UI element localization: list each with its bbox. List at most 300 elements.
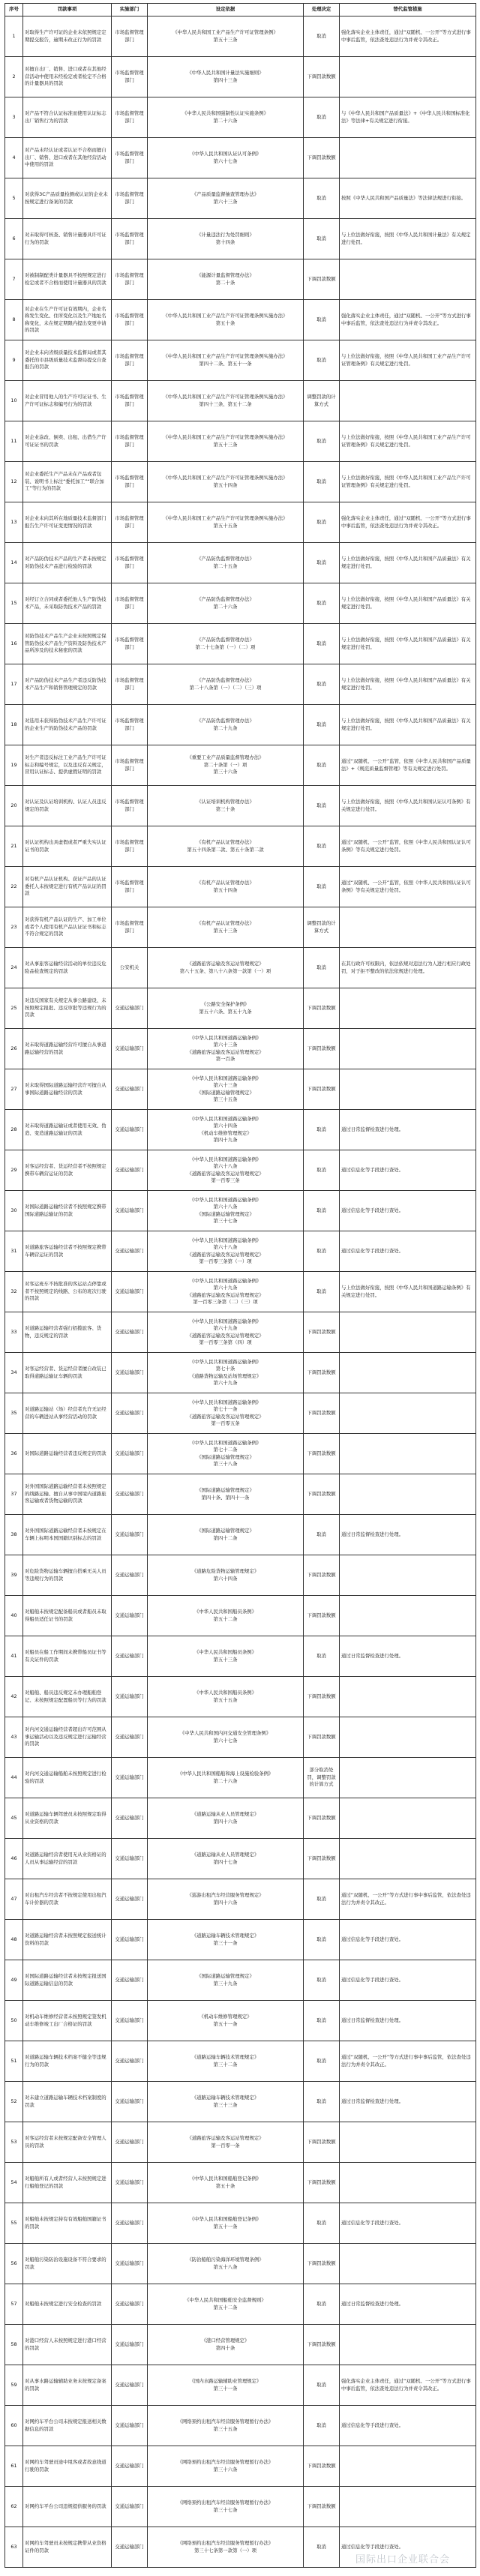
cell-number: 18	[5, 705, 23, 745]
cell-legal-basis: 《中华人民共和国工业产品生产许可证管理条例实施办法》 第四十二条、第五十一条	[148, 340, 304, 381]
cell-legal-basis: 《中华人民共和国道路运输条例》 第六十八条 《国际道路运输管理规定》 第三十七条	[148, 1191, 304, 1231]
cell-alternative-measure: 与上位法做好衔接，按照《中华人民共和国计量法》有关规定进行处罚。	[340, 219, 476, 259]
cell-legal-basis: 《中华人民共和国内河交通安全管理条例》 第六十七条	[148, 1717, 304, 1758]
cell-penalty-item: 对获得3C产品质量检测或认证的企业未按规定进行备案的罚款	[23, 178, 112, 219]
cell-alternative-measure	[340, 1029, 476, 1069]
cell-decision: 取消	[304, 1920, 340, 1960]
cell-alternative-measure	[340, 1596, 476, 1636]
cell-legal-basis: 《中华人民共和国船舶登记条例》 第五十一条	[148, 2203, 304, 2244]
cell-number: 30	[5, 1191, 23, 1231]
cell-number: 33	[5, 1312, 23, 1353]
cell-legal-basis: 《产品防伪监督管理办法》 第二十七条第（一）（二）项	[148, 624, 304, 664]
cell-legal-basis: 《公路安全保护条例》 第五十六条、第五十九条	[148, 988, 304, 1029]
cell-department: 交通运输部门	[112, 2163, 148, 2203]
cell-alternative-measure: 通过“双随机、一公开”监管，依照《中华人民共和国认证认可条例》等有关规定进行处罚。	[340, 826, 476, 867]
cell-department: 交通运输部门	[112, 2527, 148, 2568]
table-row	[5, 705, 476, 745]
cell-penalty-item: 对未取得道路运输经营许可擅自从事道路运输经营的罚款	[23, 1029, 112, 1069]
cell-department: 交通运输部门	[112, 1231, 148, 1272]
cell-legal-basis: 《机动车维修管理规定》 第五十一条	[148, 2001, 304, 2041]
cell-alternative-measure: 与上位法做好衔接，按照《中华人民共和国工业产品生产许可证管理条例》有关规定进行处罚。	[340, 462, 476, 502]
cell-department: 交通运输部门	[112, 1272, 148, 1312]
cell-decision: 取消	[304, 583, 340, 624]
cell-alternative-measure	[340, 381, 476, 421]
cell-legal-basis: 《道路旅客运输及客运站管理规定》 第一百零一条	[148, 2122, 304, 2163]
cell-alternative-measure: 与上位法做好衔接，按照《中华人民共和国产品质量法》有关规定进行处罚。	[340, 543, 476, 583]
cell-decision: 下调罚款数额	[304, 1596, 340, 1636]
cell-department: 交通运输部门	[112, 1029, 148, 1069]
cell-alternative-measure: 通过日常监督检查进行处理。	[340, 1636, 476, 1677]
cell-alternative-measure: 与上位法做好衔接，按照《中华人民共和国认证认可条例》有关规定进行处罚。	[340, 786, 476, 826]
cell-decision: 下调罚款数额	[304, 1798, 340, 1839]
cell-alternative-measure	[340, 1474, 476, 1515]
table-row	[5, 583, 476, 624]
cell-number: 9	[5, 340, 23, 381]
cell-number: 45	[5, 1798, 23, 1839]
cell-department: 交通运输部门	[112, 2325, 148, 2365]
cell-alternative-measure: 通过“双随机、一公开”监管，依照《中华人民共和国认证认可条例》等有关规定进行处罚。	[340, 867, 476, 907]
table-row	[5, 786, 476, 826]
cell-alternative-measure: 与上位法做好衔接，按照《中华人民共和国产品质量法》有关规定进行处罚。	[340, 624, 476, 664]
cell-department: 交通运输部门	[112, 2365, 148, 2406]
cell-department: 市场监督管理部门	[112, 907, 148, 948]
cell-penalty-item: 对网约车平台公司未按规定报送相关数据信息的罚款	[23, 2406, 112, 2446]
cell-number: 14	[5, 543, 23, 583]
table-row	[5, 381, 476, 421]
cell-legal-basis: 《重要工业产品质量监督管理办法》 第二十条第（一）项 第三十六条	[148, 745, 304, 786]
cell-penalty-item: 对外国国际道路运输经营者未按照规定的线路运输、擅自从事中国境内道路旅客运输或者货物运输的罚款	[23, 1474, 112, 1515]
cell-number: 60	[5, 2406, 23, 2446]
table-row	[5, 826, 476, 867]
table-row	[5, 2203, 476, 2244]
cell-department: 市场监督管理部门	[112, 786, 148, 826]
cell-alternative-measure	[340, 1069, 476, 1110]
cell-legal-basis: 《巡游出租汽车经营服务管理规定》 第四十六条	[148, 1879, 304, 1920]
table-row	[5, 1920, 476, 1960]
cell-alternative-measure: 通过信息化等手段进行查处。	[340, 2406, 476, 2446]
cell-penalty-item: 对经订立合同或者委托他人生产防伪技术产品，未采取防伪技术产品的罚款	[23, 583, 112, 624]
cell-legal-basis: 《中华人民共和国船员条例》 第五十二条	[148, 1596, 304, 1636]
cell-decision: 下调罚款数额	[304, 1069, 340, 1110]
cell-department: 市场监督管理部门	[112, 664, 148, 705]
cell-number: 53	[5, 2122, 23, 2163]
cell-alternative-measure: 通过“双随机、一公开”等方式进行事中事后监管，依法查处违法行为并责令其改正。	[340, 1879, 476, 1920]
cell-alternative-measure	[340, 2487, 476, 2527]
cell-legal-basis: 《网络预约出租汽车经营服务管理暂行办法》 第三十五条	[148, 2406, 304, 2446]
cell-department: 交通运输部门	[112, 1069, 148, 1110]
cell-decision: 下调罚款数额	[304, 2446, 340, 2487]
cell-decision: 下调罚款数额	[304, 1717, 340, 1758]
cell-number: 35	[5, 1393, 23, 1434]
cell-decision: 取消	[304, 2284, 340, 2325]
cell-penalty-item: 对被制制配类计量器具不按照规定进行检定或者不合格而使用计量器具的罚款	[23, 259, 112, 300]
cell-alternative-measure	[340, 1798, 476, 1839]
cell-alternative-measure	[340, 1353, 476, 1393]
cell-penalty-item: 对道路运输车辆驾驶员未按照规定取得从业资格的罚款	[23, 1798, 112, 1839]
cell-department: 市场监督管理部门	[112, 259, 148, 300]
cell-penalty-item: 对船舶未按规定持有有效船舶国籍证书的罚款	[23, 2203, 112, 2244]
table-row	[5, 259, 476, 300]
cell-penalty-item: 对生产者违反标注工业产品生产许可证标志和编号规定，以及违反有关规定，冒用认证标志、提供虚假证明的罚款	[23, 745, 112, 786]
cell-penalty-item: 对机动车维修经营者未按照规定签发机动车维修竣工出厂合格证的罚款	[23, 2001, 112, 2041]
cell-department: 市场监督管理部门	[112, 97, 148, 138]
table-row	[5, 97, 476, 138]
cell-decision: 取消	[304, 502, 340, 543]
cell-legal-basis: 《中华人民共和国强制性认证实施条例》 第二十六条	[148, 97, 304, 138]
table-row	[5, 1312, 476, 1353]
watermark-logo: 国际出口企业联合会	[355, 2554, 450, 2566]
cell-number: 32	[5, 1272, 23, 1312]
cell-number: 63	[5, 2527, 23, 2568]
cell-number: 24	[5, 948, 23, 988]
cell-penalty-item: 对获得有机产品认证的生产、加工单位或者个人使用有机产品认证证书和标志不符合规定的罚款	[23, 907, 112, 948]
cell-legal-basis: 《中华人民共和国工业产品生产许可证管理条例实施办法》 第五十五条	[148, 502, 304, 543]
cell-decision: 下调罚款数额	[304, 1677, 340, 1717]
cell-decision: 取消	[304, 1636, 340, 1677]
cell-penalty-item: 对船舶未按规定配备船员或者船员未取得船员适任证书的罚款	[23, 1596, 112, 1636]
cell-penalty-item: 对外国国际道路运输经营者未按规定在车辆上标明本国国籍识别标志的罚款	[23, 1515, 112, 1555]
cell-number: 41	[5, 1636, 23, 1677]
table-row	[5, 1353, 476, 1393]
table-row	[5, 1150, 476, 1191]
cell-legal-basis: 《中华人民共和国工业产品生产许可证管理条例实施办法》 第五十条	[148, 300, 304, 340]
table-row	[5, 543, 476, 583]
cell-department: 交通运输部门	[112, 1920, 148, 1960]
cell-decision: 下调罚款数额	[304, 259, 340, 300]
cell-number: 15	[5, 583, 23, 624]
cell-penalty-item: 对船舶所有人或者经营人未按照规定进行船舶登记的罚款	[23, 2163, 112, 2203]
cell-legal-basis: 《道路运输车辆技术管理规定》 第三十二条	[148, 2041, 304, 2082]
cell-number: 1	[5, 16, 23, 57]
cell-number: 62	[5, 2487, 23, 2527]
cell-legal-basis: 《中华人民共和国工业产品生产许可证管理条例》 第五十三条	[148, 16, 304, 57]
cell-decision: 取消	[304, 826, 340, 867]
cell-penalty-item: 对取得生产许可证的企业未依照规定定期提交报告，逾期未改正行为的罚款	[23, 16, 112, 57]
cell-decision: 下调罚款数额	[304, 1312, 340, 1353]
cell-decision: 取消	[304, 421, 340, 462]
table-row	[5, 2365, 476, 2406]
cell-legal-basis: 《有机产品认证管理办法》 第五十四条第二款、第五十条第二款	[148, 826, 304, 867]
cell-legal-basis: 《防治船舶污染海洋环境管理条例》 第五十八条	[148, 2244, 304, 2284]
cell-alternative-measure	[340, 2244, 476, 2284]
table-row	[5, 664, 476, 705]
cell-penalty-item: 对擅自出厂、销售、进口或者在其他经营活动中使用未经检定或者检定不合格的计量器具的罚款	[23, 57, 112, 97]
cell-decision: 取消	[304, 2082, 340, 2122]
cell-alternative-measure: 通过信息化等手段进行查处。	[340, 1191, 476, 1231]
cell-department: 交通运输部门	[112, 1515, 148, 1555]
cell-decision: 下调罚款数额	[304, 1555, 340, 1596]
cell-legal-basis: 《产品防伪监督管理办法》 第二十五条	[148, 543, 304, 583]
cell-alternative-measure	[340, 2163, 476, 2203]
cell-department: 市场监督管理部门	[112, 624, 148, 664]
cell-penalty-item: 对船舶污染防治设施设备不符合要求的罚款	[23, 2244, 112, 2284]
table-row	[5, 2041, 476, 2082]
cell-legal-basis: 《中华人民共和国船舶登记条例》 第五十条	[148, 2163, 304, 2203]
header-item: 罚款事项	[23, 4, 112, 16]
cell-alternative-measure	[340, 57, 476, 97]
cell-number: 58	[5, 2325, 23, 2365]
cell-alternative-measure: 通过信息化等手段进行查处。	[340, 2203, 476, 2244]
cell-decision: 取消	[304, 1515, 340, 1555]
cell-department: 交通运输部门	[112, 1677, 148, 1717]
cell-decision: 取消	[304, 948, 340, 988]
cell-decision: 下调罚款数额	[304, 2163, 340, 2203]
cell-penalty-item: 对从事旅客运输经营活动的单位违反危险品检查规定的罚款	[23, 948, 112, 988]
cell-penalty-item: 对企业涂改、倒卖、出租、出借生产许可证证书的罚款	[23, 421, 112, 462]
cell-alternative-measure: 与上位法做好衔接，按照《中华人民共和国产品质量法》有关规定进行处罚。	[340, 705, 476, 745]
cell-alternative-measure: 通过信息化等手段进行查处。	[340, 1231, 476, 1272]
cell-penalty-item: 对国际道路运输经营者未按规定报送国际道路运输信息的罚款	[23, 1960, 112, 2001]
cell-department: 交通运输部门	[112, 1960, 148, 2001]
cell-alternative-measure	[340, 2325, 476, 2365]
cell-legal-basis: 《中华人民共和国道路运输条例》 第六十九条 《道路旅客运输及客运站管理规定》 第一百零三条第（二）（三）项	[148, 1272, 304, 1312]
cell-department: 市场监督管理部门	[112, 462, 148, 502]
cell-number: 28	[5, 1110, 23, 1150]
cell-department: 交通运输部门	[112, 1717, 148, 1758]
cell-number: 7	[5, 259, 23, 300]
cell-department: 交通运输部门	[112, 2082, 148, 2122]
cell-penalty-item: 对客运经营者、货运经营者擅自改装已取得道路运输证车辆的罚款	[23, 1353, 112, 1393]
cell-penalty-item: 对产品防伪技术产品的生产者未按规定对防伪技术产品进行检验的罚款	[23, 543, 112, 583]
cell-legal-basis: 《中华人民共和国工业产品生产许可证管理条例实施办法》 第四十三条、第五十二条	[148, 381, 304, 421]
cell-number: 2	[5, 57, 23, 97]
header-measure: 替代监管措施	[340, 4, 476, 16]
cell-penalty-item: 对网约车驾驶员未按规定携带从业资格证件的罚款	[23, 2527, 112, 2568]
cell-number: 26	[5, 1029, 23, 1069]
cell-department: 市场监督管理部门	[112, 300, 148, 340]
cell-penalty-item: 对企业在生产许可证有效期内，企业名称发生变化、住所变化以及生产地址名称变化，未在规定期限内提出变更申请的罚款	[23, 300, 112, 340]
cell-decision: 取消	[304, 300, 340, 340]
cell-department: 市场监督管理部门	[112, 867, 148, 907]
cell-alternative-measure: 通过信息化等手段进行查处。	[340, 1150, 476, 1191]
table-row	[5, 624, 476, 664]
cell-department: 市场监督管理部门	[112, 705, 148, 745]
cell-number: 20	[5, 786, 23, 826]
cell-department: 交通运输部门	[112, 1798, 148, 1839]
cell-department: 交通运输部门	[112, 2446, 148, 2487]
table-row	[5, 1960, 476, 2001]
cell-legal-basis: 《中华人民共和国道路运输条例》 第六十八条 《道路旅客运输及客运站管理规定》 第一百零三条	[148, 1150, 304, 1191]
cell-alternative-measure	[340, 1393, 476, 1434]
table-row	[5, 2082, 476, 2122]
table-row	[5, 2122, 476, 2163]
cell-department: 交通运输部门	[112, 2041, 148, 2082]
cell-number: 36	[5, 1434, 23, 1474]
cell-decision: 下调罚款数额	[304, 1434, 340, 1474]
cell-legal-basis: 《中华人民共和国认证认可条例》 第六十七条	[148, 138, 304, 178]
cell-alternative-measure	[340, 907, 476, 948]
cell-department: 市场监督管理部门	[112, 543, 148, 583]
table-row	[5, 745, 476, 786]
table-row	[5, 2001, 476, 2041]
table-row	[5, 1636, 476, 1677]
cell-decision: 下调罚款数额	[304, 57, 340, 97]
table-row	[5, 1798, 476, 1839]
cell-legal-basis: 《中华人民共和国道路运输条例》 第六十八条 《道路旅客运输及客运站管理规定》 第一百零三条第（一）项	[148, 1231, 304, 1272]
cell-legal-basis: 《道路危险货物运输管理规定》 第六十四条	[148, 1555, 304, 1596]
cell-penalty-item: 对产品不符合认证标准而使用认证标志出厂销售行为的罚款	[23, 97, 112, 138]
cell-decision: 下调罚款数额	[304, 1029, 340, 1069]
cell-penalty-item: 对企业冒用他人的生产许可证证书、生产许可证标志和编号行为的罚款	[23, 381, 112, 421]
table-row	[5, 340, 476, 381]
cell-legal-basis: 《中华人民共和国道路运输条例》 第七十一条 《道路旅客运输及客运站管理规定》 第一百零五条	[148, 1393, 304, 1434]
cell-penalty-item: 对道路运输经营者未按照规定报送统计资料的罚款	[23, 1920, 112, 1960]
cell-alternative-measure: 强化落实企业主体责任，通过“双随机、一公开”等方式进行事中事后监管，依法查处违法行为并责令其改正。	[340, 2365, 476, 2406]
cell-alternative-measure	[340, 2122, 476, 2163]
cell-alternative-measure: 与上位法做好衔接，按照《中华人民共和国产品质量法》有关规定进行处罚。	[340, 664, 476, 705]
cell-department: 交通运输部门	[112, 988, 148, 1029]
cell-decision: 取消	[304, 97, 340, 138]
cell-alternative-measure: 通过信息化等手段进行查处。	[340, 1960, 476, 2001]
cell-department: 市场监督管理部门	[112, 826, 148, 867]
cell-penalty-item: 对企业委托生产产品未在产品或者包装、说明书上标注“委托加工”“联合加工”等行为的罚款	[23, 462, 112, 502]
table-body	[5, 16, 476, 2568]
cell-number: 27	[5, 1069, 23, 1110]
cell-legal-basis: 《产品质量监督抽查管理办法》 第六十三条	[148, 178, 304, 219]
cell-decision: 下调罚款数额	[304, 1474, 340, 1515]
cell-number: 47	[5, 1879, 23, 1920]
cell-number: 50	[5, 2001, 23, 2041]
cell-number: 13	[5, 502, 23, 543]
cell-penalty-item: 对国际道路运输经营者不按照规定携带国际道路运输证的罚款	[23, 1191, 112, 1231]
cell-decision: 取消	[304, 1960, 340, 2001]
cell-department: 市场监督管理部门	[112, 340, 148, 381]
cell-number: 17	[5, 664, 23, 705]
cell-decision: 取消	[304, 219, 340, 259]
cell-number: 22	[5, 867, 23, 907]
cell-legal-basis: 《网络预约出租汽车经营服务管理暂行办法》 第三十六条	[148, 2446, 304, 2487]
cell-number: 4	[5, 138, 23, 178]
cell-alternative-measure	[340, 138, 476, 178]
table-row	[5, 1393, 476, 1434]
cell-number: 10	[5, 381, 23, 421]
cell-legal-basis: 《中华人民共和国道路运输条例》 第六十三条 《国际道路运输管理规定》 第三十五条	[148, 1069, 304, 1110]
cell-number: 23	[5, 907, 23, 948]
table-row	[5, 462, 476, 502]
cell-decision: 下调罚款数额	[304, 1353, 340, 1393]
cell-legal-basis: 《国际道路运输管理规定》 第四十条、第四十一条	[148, 1474, 304, 1515]
cell-legal-basis: 《产品防伪监督管理办法》 第二十六条	[148, 583, 304, 624]
cell-penalty-item: 对防伪技术产品生产企业未按照规定保管防伪技术产品生产资料及防伪技术产品所涉及的技术秘密的罚款	[23, 624, 112, 664]
table-row	[5, 1879, 476, 1920]
cell-penalty-item: 对违反国家有关规定从事公路建设、未按照规定报批、违反审批等违规行为的罚款	[23, 988, 112, 1029]
cell-number: 48	[5, 1920, 23, 1960]
cell-department: 市场监督管理部门	[112, 381, 148, 421]
cell-number: 5	[5, 178, 23, 219]
table-row	[5, 1596, 476, 1636]
cell-number: 6	[5, 219, 23, 259]
table-row	[5, 1677, 476, 1717]
cell-alternative-measure: 通过日常监督检查进行处理。	[340, 2082, 476, 2122]
cell-alternative-measure: 通过信息化等手段进行查处。	[340, 2527, 476, 2568]
cell-penalty-item: 对网约车驾驶员途中甩客或者故意绕道行驶的罚款	[23, 2446, 112, 2487]
cell-decision: 取消	[304, 1879, 340, 1920]
header-method: 处理决定	[304, 4, 340, 16]
cell-legal-basis: 《中华人民共和国船舶安全监督规则》 第五十二条	[148, 2284, 304, 2325]
cell-legal-basis: 《有机产品认证管理办法》 第五十四条	[148, 867, 304, 907]
cell-penalty-item: 对网约车平台公司违规提供服务的罚款	[23, 2487, 112, 2527]
cell-number: 16	[5, 624, 23, 664]
table-row	[5, 988, 476, 1029]
cell-decision: 取消	[304, 16, 340, 57]
cell-penalty-item: 对道路运输站（场）经营者允许无证经营的车辆进站从事经营活动的罚款	[23, 1393, 112, 1434]
cell-decision: 取消	[304, 2203, 340, 2244]
table-row	[5, 2244, 476, 2284]
cell-alternative-measure: 强化落实企业主体责任，通过“双随机、一公开”等方式进行事中事后监管，依法查处违法行为并责令其改正。	[340, 300, 476, 340]
cell-number: 44	[5, 1758, 23, 1798]
cell-number: 49	[5, 1960, 23, 2001]
cell-alternative-measure: 与上位法做好衔接，按照《中华人民共和国工业产品生产许可证管理条例》有关规定进行处罚。	[340, 421, 476, 462]
cell-alternative-measure	[340, 1677, 476, 1717]
table-row	[5, 2284, 476, 2325]
cell-department: 交通运输部门	[112, 1312, 148, 1353]
cell-number: 59	[5, 2365, 23, 2406]
table-row	[5, 2487, 476, 2527]
cell-penalty-item: 对认证及认证培训机构、认证人员违反规定的罚款	[23, 786, 112, 826]
document-sheet	[4, 3, 476, 2568]
cell-department: 市场监督管理部门	[112, 16, 148, 57]
cell-decision: 调整罚款的计算方式	[304, 907, 340, 948]
table-row	[5, 1839, 476, 1879]
cell-alternative-measure	[340, 259, 476, 300]
cell-penalty-item: 对危险货物运输车辆擅自搭乘无关人员等违规行为的罚款	[23, 1555, 112, 1596]
cell-alternative-measure: 与上位法做好衔接，按照《中华人民共和国工业产品生产许可证管理条例》有关规定进行处罚。	[340, 340, 476, 381]
cell-number: 42	[5, 1677, 23, 1717]
table-row	[5, 421, 476, 462]
cell-number: 3	[5, 97, 23, 138]
cell-number: 11	[5, 421, 23, 462]
cell-penalty-item: 对企业未向省级质量技术监督局或者其委托的市县级质量技术监督局提交自查报告的罚款	[23, 340, 112, 381]
cell-alternative-measure: 与《中华人民共和国产品质量法》+《中华人民共和国标准化法》等法律+有关规定进行衔接。	[340, 97, 476, 138]
cell-legal-basis: 《中华人民共和国道路运输条例》 第七十条 《道路货物运输及站场管理规定》 第六十九条	[148, 1353, 304, 1393]
cell-legal-basis: 《中华人民共和国工业产品生产许可证管理条例实施办法》 第五十四条	[148, 462, 304, 502]
cell-department: 交通运输部门	[112, 1839, 148, 1879]
table-row	[5, 502, 476, 543]
cell-decision: 下调罚款数额	[304, 138, 340, 178]
table-row	[5, 1758, 476, 1798]
cell-decision: 取消	[304, 2041, 340, 2082]
cell-penalty-item: 对船舶未按规定进行安全检查的罚款	[23, 2284, 112, 2325]
table-row	[5, 1474, 476, 1515]
cell-department: 市场监督管理部门	[112, 57, 148, 97]
cell-alternative-measure	[340, 1312, 476, 1353]
cell-number: 56	[5, 2244, 23, 2284]
cell-department: 交通运输部门	[112, 1758, 148, 1798]
cell-legal-basis: 《有机产品认证管理办法》 第五十三条	[148, 907, 304, 948]
cell-department: 交通运输部门	[112, 1191, 148, 1231]
cell-penalty-item: 对未取得道路运输证或者使用无效、伪造、变造道路运输证的罚款	[23, 1110, 112, 1150]
cell-decision: 取消	[304, 624, 340, 664]
cell-department: 交通运输部门	[112, 1110, 148, 1150]
cell-department: 交通运输部门	[112, 1474, 148, 1515]
table-row	[5, 1272, 476, 1312]
cell-legal-basis: 《道路运输从业人员管理规定》 第四十六条	[148, 1798, 304, 1839]
cell-number: 46	[5, 1839, 23, 1879]
cell-decision: 下调罚款数额	[304, 2244, 340, 2284]
cell-number: 61	[5, 2446, 23, 2487]
cell-decision: 取消	[304, 1272, 340, 1312]
table-row	[5, 1717, 476, 1758]
cell-penalty-item: 对道路旅客运输经营者不按照规定携带车辆营运证的罚款	[23, 1231, 112, 1272]
cell-decision: 取消	[304, 664, 340, 705]
cell-department: 市场监督管理部门	[112, 219, 148, 259]
table-row	[5, 1191, 476, 1231]
cell-penalty-item: 对未取得国际道路运输经营许可擅自从事国际道路运输经营的罚款	[23, 1069, 112, 1110]
cell-decision: 取消	[304, 1150, 340, 1191]
cell-department: 市场监督管理部门	[112, 178, 148, 219]
table-row	[5, 2163, 476, 2203]
cell-legal-basis: 《国际道路运输管理规定》 第四十二条	[148, 1515, 304, 1555]
